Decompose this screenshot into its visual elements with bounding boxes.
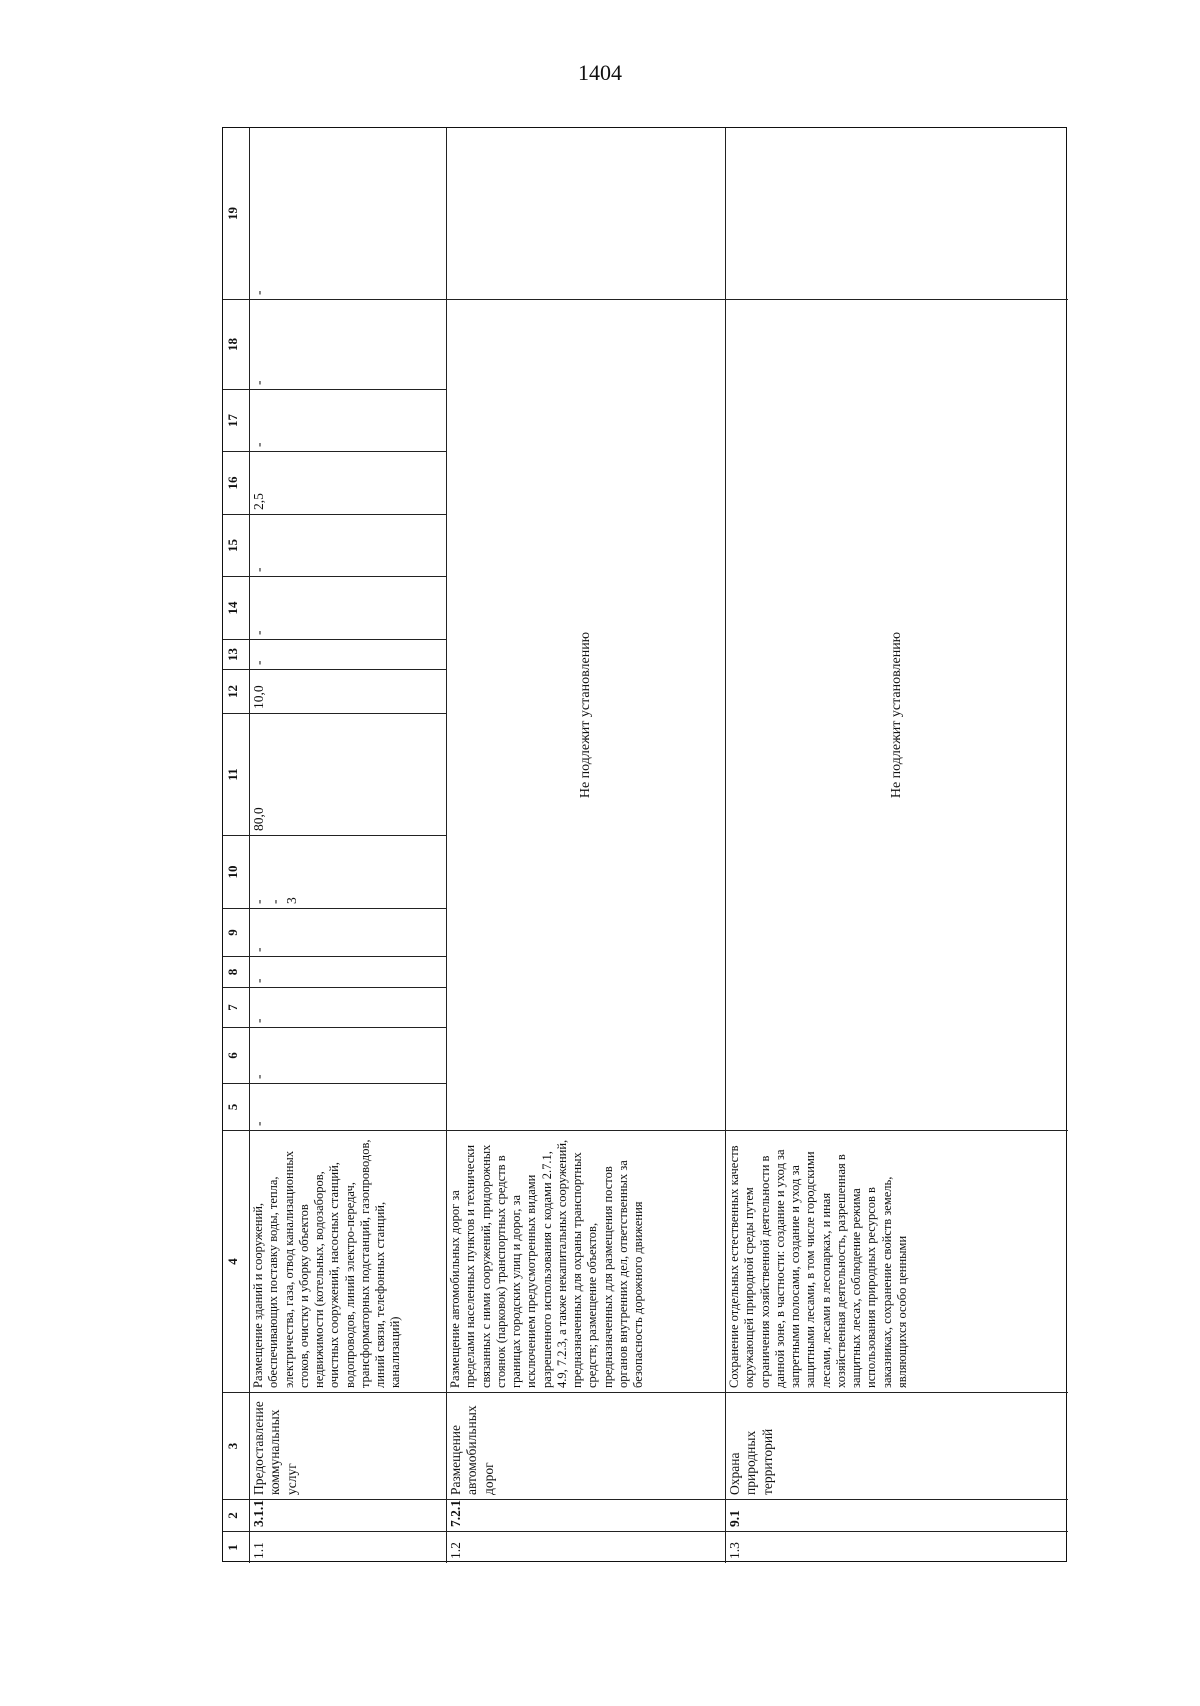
not-established-note: Не подлежит установлению <box>888 631 904 799</box>
description-cell: Размещение зданий и сооружений, обеспечивающих поставку воды, тепла, электричества, газа, отвод канализационных стоков, очистку и уборку объектов недвижимости (котельных, водозаборов, очистных сооружений, насосных станций, водопроводов, линий электро-передач, трансформаторных подстанций, газопроводов, линий связи, телефонных станций, канализаций) <box>249 1130 446 1392</box>
col-header-9: 9 <box>223 908 249 956</box>
col-header-17: 17 <box>223 389 249 451</box>
value-cell-10 <box>249 835 446 908</box>
row-number-cell: 1.1 <box>249 1531 446 1563</box>
code-cell: 3.1.1 <box>249 1499 446 1531</box>
table-row <box>725 128 1068 1563</box>
value-cell-13: - <box>249 639 446 669</box>
value-cell-6: - <box>249 1027 446 1083</box>
col-header-4: 4 <box>223 1130 249 1392</box>
col-header-16: 16 <box>223 451 249 514</box>
col-header-7: 7 <box>223 987 249 1027</box>
col-header-3: 3 <box>223 1392 249 1499</box>
value-line: 3 <box>283 897 299 904</box>
merged-note-cell <box>725 299 1068 1130</box>
col-header-11: 11 <box>223 713 249 835</box>
value-cell-19 <box>725 128 1068 299</box>
regulations-table <box>222 127 1067 1562</box>
value-cell-8: - <box>249 956 446 987</box>
use-type-cell: Размещение автомобильных дорог <box>446 1392 725 1499</box>
value-cell-14: - <box>249 576 446 639</box>
value-cell-5: - <box>249 1083 446 1130</box>
use-type-cell: Охрана природных территорий <box>725 1392 1068 1499</box>
col-header-13: 13 <box>223 639 249 669</box>
col-header-14: 14 <box>223 576 249 639</box>
value-cell-7: - <box>249 987 446 1027</box>
col-header-2: 2 <box>223 1499 249 1531</box>
table-header-row <box>223 128 250 1563</box>
page-number: 1404 <box>578 60 622 85</box>
code-cell: 9.1 <box>725 1499 1068 1531</box>
value-cell-11: 80,0 <box>249 713 446 835</box>
row-number-cell: 1.3 <box>725 1531 1068 1563</box>
col-header-5: 5 <box>223 1083 249 1130</box>
value-cell-15: - <box>249 514 446 576</box>
col-header-10: 10 <box>223 835 249 908</box>
col-header-19: 19 <box>225 207 240 220</box>
value-cell-19: - <box>251 290 266 295</box>
col-header-1: 1 <box>223 1531 249 1563</box>
value-cell-18: - <box>249 299 446 389</box>
col-header-15: 15 <box>223 514 249 576</box>
col-header-6: 6 <box>223 1027 249 1083</box>
col-header-18: 18 <box>223 299 249 389</box>
table-row <box>249 128 447 1563</box>
code-cell: 7.2.1 <box>446 1499 725 1531</box>
value-cell-19 <box>446 128 725 299</box>
value-line: - <box>267 899 283 904</box>
row-number-cell: 1.2 <box>446 1531 725 1563</box>
value-line: - <box>251 899 266 904</box>
col-header-12: 12 <box>223 669 249 713</box>
value-cell-17: - <box>249 389 446 451</box>
table-row <box>446 128 726 1563</box>
value-cell-16: 2,5 <box>249 451 446 514</box>
col-header-8: 8 <box>223 956 249 987</box>
rotated-table-body <box>223 128 1068 1563</box>
value-cell-9: - <box>249 908 446 956</box>
use-type-cell: Предоставление коммунальных услуг <box>249 1392 446 1499</box>
not-established-note: Не подлежит установлению <box>577 631 593 799</box>
merged-note-cell <box>446 299 725 1130</box>
description-cell: Размещение автомобильных дорог за пределами населенных пунктов и технически связанных с ними сооружений, придорожных стоянок (парковок) транспортных средств в границах городских улиц и дорог, за исключением предусмотренных видами разрешенного использования с кодами 2.7.1, 4.9, 7.2.3, а также некапитальных сооружений, предназначенных для охраны транспортных средств; размещение объектов, предназначенных для размещения постов органов внутренних дел, ответственных за безопасность дорожного движения <box>446 1130 725 1392</box>
description-cell: Сохранение отдельных естественных качеств окружающей природной среды путем ограничения хозяйственной деятельности в данной зоне, в частности: создание и уход за запретными полосами, создание и уход за защитными лесами, в том числе городскими лесами, лесами в лесопарках, и иная хозяйственная деятельность, разрешенная в защитных лесах, соблюдение режима использования природных ресурсов в заказниках, сохранение свойств земель, являющихся особо ценными <box>725 1130 1068 1392</box>
value-cell-12: 10,0 <box>249 669 446 713</box>
